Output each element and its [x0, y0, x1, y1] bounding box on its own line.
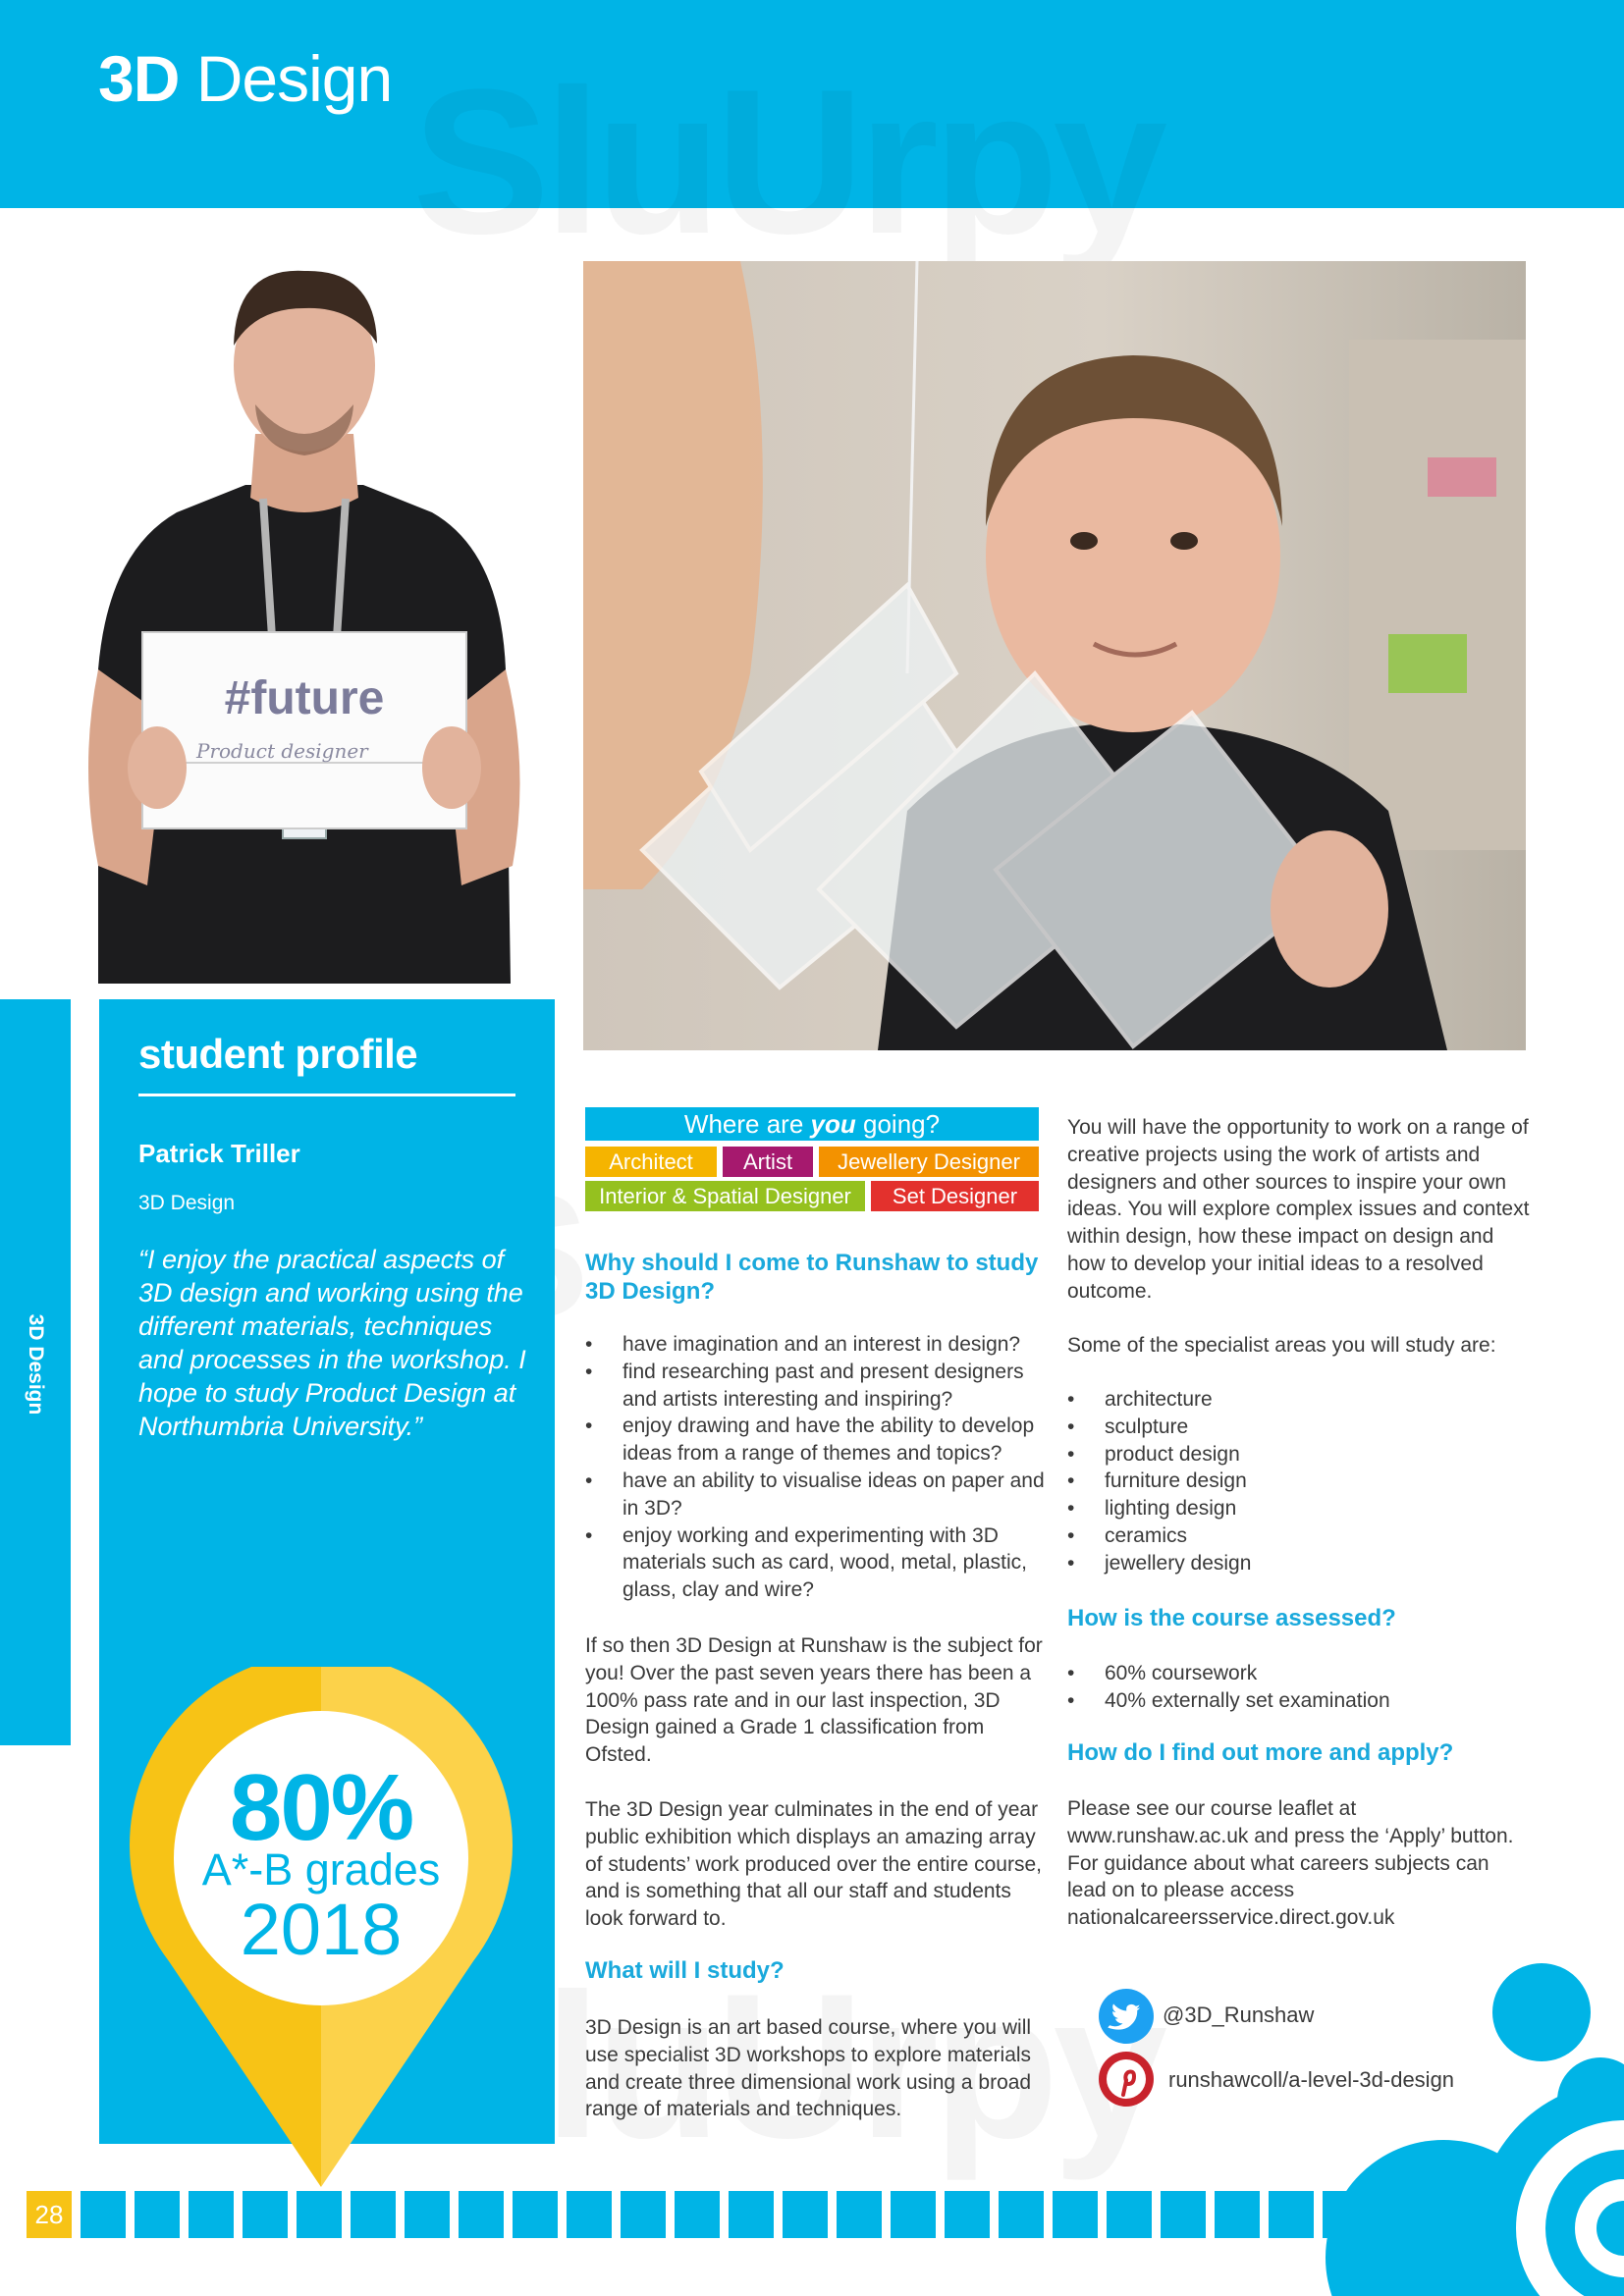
page-title-light: Design	[195, 42, 393, 115]
twitter-bird-icon	[1099, 1989, 1154, 2044]
why-paragraph-1: If so then 3D Design at Runshaw is the subject for you! Over the past seven years there has been a 100% pass rate and in our last inspection, 3D Design gained a Grade 1 classification from Ofsted.	[585, 1634, 1043, 1767]
assessment-heading: How is the course assessed?	[1067, 1605, 1396, 1631]
student-profile-heading: student profile	[138, 1031, 418, 1077]
list-item: • ceramics	[1067, 1522, 1519, 1550]
list-item: • product design	[1067, 1441, 1519, 1468]
twitter-icon[interactable]	[1099, 1989, 1154, 2044]
why-paragraph-2: The 3D Design year culminates in the end of year public exhibition which displays an amazing array of students’ work produced over the entire course, and is something that all our staff and students look forward to.	[585, 1798, 1042, 1931]
student-portrait-image	[59, 257, 550, 999]
why-bullets	[585, 1331, 1047, 1604]
career-tag: Architect	[585, 1147, 717, 1177]
list-item: • furniture design	[1067, 1468, 1519, 1495]
twitter-handle[interactable]: @3D_Runshaw	[1163, 2002, 1315, 2027]
list-item: • have imagination and an interest in design?	[585, 1331, 1047, 1359]
list-item: • 40% externally set examination	[1067, 1687, 1519, 1715]
career-tag: Jewellery Designer	[819, 1147, 1039, 1177]
areas-list	[1067, 1386, 1519, 1577]
list-item: • architecture	[1067, 1386, 1519, 1414]
where-suffix: going?	[863, 1109, 941, 1139]
career-tag: Interior & Spatial Designer	[585, 1181, 865, 1211]
study-heading: What will I study?	[585, 1957, 785, 1984]
student-name: Patrick Triller	[138, 1139, 300, 1168]
student-quote: “I enjoy the practical aspects of 3D design and working using the different materials, techniques and processes in the workshop. I hope to study Product Design at Northumbria University.”	[138, 1245, 526, 1441]
student-course: 3D Design	[138, 1192, 236, 1214]
list-item: • have an ability to visualise ideas on paper and in 3D?	[585, 1468, 1047, 1522]
list-item: • find researching past and present designers and artists interesting and inspiring?	[585, 1359, 1047, 1414]
list-item: • enjoy drawing and have the ability to develop ideas from a range of themes and topics?	[585, 1413, 1047, 1468]
stat-percentage: 80%	[229, 1755, 413, 1860]
why-heading: Why should I come to Runshaw to study 3D Design?	[585, 1250, 1039, 1305]
study-paragraph-continued: You will have the opportunity to work on a range of creative projects using the work of artists and designers and other sources to inspire your own ideas. You will explore complex issues and context within design, how these impact on design and how to develop your initial ideas to a resolved outcome.	[1067, 1116, 1530, 1303]
page-number: 28	[27, 2191, 72, 2238]
pinterest-icon[interactable]	[1099, 2052, 1154, 2107]
study-paragraph: 3D Design is an art based course, where you will use specialist 3D workshops to explore materials and create three dimensional work using a broad range of materials and techniques.	[585, 2016, 1032, 2121]
apply-heading: How do I find out more and apply?	[1067, 1739, 1454, 1766]
sign-hashtag: #future	[224, 672, 385, 724]
where-emphasis: you	[810, 1109, 856, 1139]
list-item: • 60% coursework	[1067, 1660, 1519, 1687]
page-title-bold: 3D	[98, 42, 180, 115]
pinterest-handle[interactable]: runshawcoll/a-level-3d-design	[1168, 2067, 1455, 2092]
where-going-banner	[585, 1107, 1039, 1141]
side-tab-label: 3D Design	[25, 1313, 47, 1415]
career-tag: Artist	[723, 1147, 813, 1177]
assessment-list	[1067, 1660, 1519, 1715]
list-item: • jewellery design	[1067, 1550, 1519, 1577]
student-workshop-photo	[583, 261, 1526, 1050]
list-item: • enjoy working and experimenting with 3D materials such as card, wood, metal, plastic, glass, clay and wire?	[585, 1522, 1047, 1604]
sign-handwritten: Product designer	[196, 739, 368, 763]
stat-grades: A*-B grades	[201, 1844, 441, 1895]
watermark-top	[412, 59, 1162, 265]
pinterest-p-icon	[1099, 2052, 1154, 2107]
profile-divider	[138, 1094, 515, 1096]
list-item: • lighting design	[1067, 1495, 1519, 1522]
apply-paragraph: Please see our course leaflet at www.runshaw.ac.uk and press the ‘Apply’ button. For guidance about what careers subjects can lead on to please access nationalcareersservice.direct.gov.uk	[1067, 1797, 1514, 1930]
stat-year: 2018	[240, 1889, 403, 1970]
list-item: • sculpture	[1067, 1414, 1519, 1441]
areas-intro: Some of the specialist areas you will study are:	[1067, 1334, 1496, 1357]
where-prefix: Where are	[683, 1109, 804, 1139]
career-tag: Set Designer	[871, 1181, 1039, 1211]
page-title	[98, 39, 392, 118]
